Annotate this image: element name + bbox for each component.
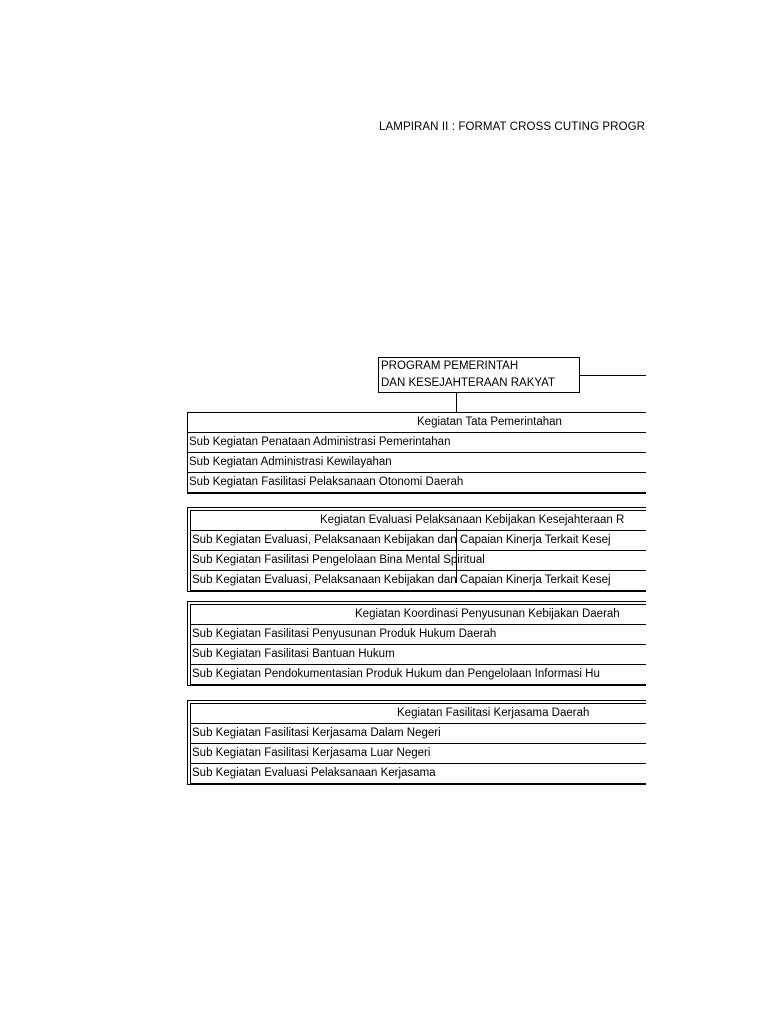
sub-kegiatan-row: Sub Kegiatan Evaluasi, Pelaksanaan Kebijakan dan Capaian Kinerja Terkait Kesej: [191, 531, 646, 551]
kegiatan-block-4: [187, 700, 646, 785]
kegiatan-block-1: [187, 412, 646, 494]
sub-kegiatan-row: Sub Kegiatan Penataan Administrasi Pemerintahan: [188, 433, 646, 453]
kegiatan-header: Kegiatan Evaluasi Pelaksanaan Kebijakan Kesejahteraan R: [191, 511, 646, 531]
kegiatan-header: Kegiatan Fasilitasi Kerjasama Daerah: [191, 704, 646, 724]
kegiatan-block-3: [187, 601, 646, 686]
connector-vertical: [456, 393, 457, 413]
sub-kegiatan-row: Sub Kegiatan Pendokumentasian Produk Hukum dan Pengelolaan Informasi Hu: [191, 665, 646, 685]
sub-kegiatan-row: Sub Kegiatan Evaluasi Pelaksanaan Kerjasama: [191, 764, 646, 784]
column-divider: [456, 528, 457, 583]
program-line-2: DAN KESEJAHTERAAN RAKYAT: [381, 377, 556, 389]
sub-kegiatan-row: Sub Kegiatan Evaluasi, Pelaksanaan Kebijakan dan Capaian Kinerja Terkait Kesej: [191, 571, 646, 591]
kegiatan-header: Kegiatan Koordinasi Penyusunan Kebijakan Daerah: [191, 605, 646, 625]
kegiatan-block-2: [187, 507, 646, 592]
document-title: LAMPIRAN II : FORMAT CROSS CUTING PROGR: [379, 121, 646, 133]
kegiatan-header: Kegiatan Tata Pemerintahan: [188, 413, 646, 433]
sub-kegiatan-row: Sub Kegiatan Fasilitasi Pengelolaan Bina Mental Spiritual: [191, 551, 646, 571]
sub-kegiatan-row: Sub Kegiatan Fasilitasi Kerjasama Dalam Negeri: [191, 724, 646, 744]
sub-kegiatan-row: Sub Kegiatan Administrasi Kewilayahan: [188, 453, 646, 473]
sub-kegiatan-row: Sub Kegiatan Fasilitasi Bantuan Hukum: [191, 645, 646, 665]
sub-kegiatan-row: Sub Kegiatan Fasilitasi Pelaksanaan Otonomi Daerah: [188, 473, 646, 493]
program-line-1: PROGRAM PEMERINTAH: [381, 360, 519, 372]
connector-horizontal: [580, 375, 646, 376]
program-box: [378, 357, 580, 393]
sub-kegiatan-row: Sub Kegiatan Fasilitasi Penyusunan Produk Hukum Daerah: [191, 625, 646, 645]
sub-kegiatan-row: Sub Kegiatan Fasilitasi Kerjasama Luar Negeri: [191, 744, 646, 764]
